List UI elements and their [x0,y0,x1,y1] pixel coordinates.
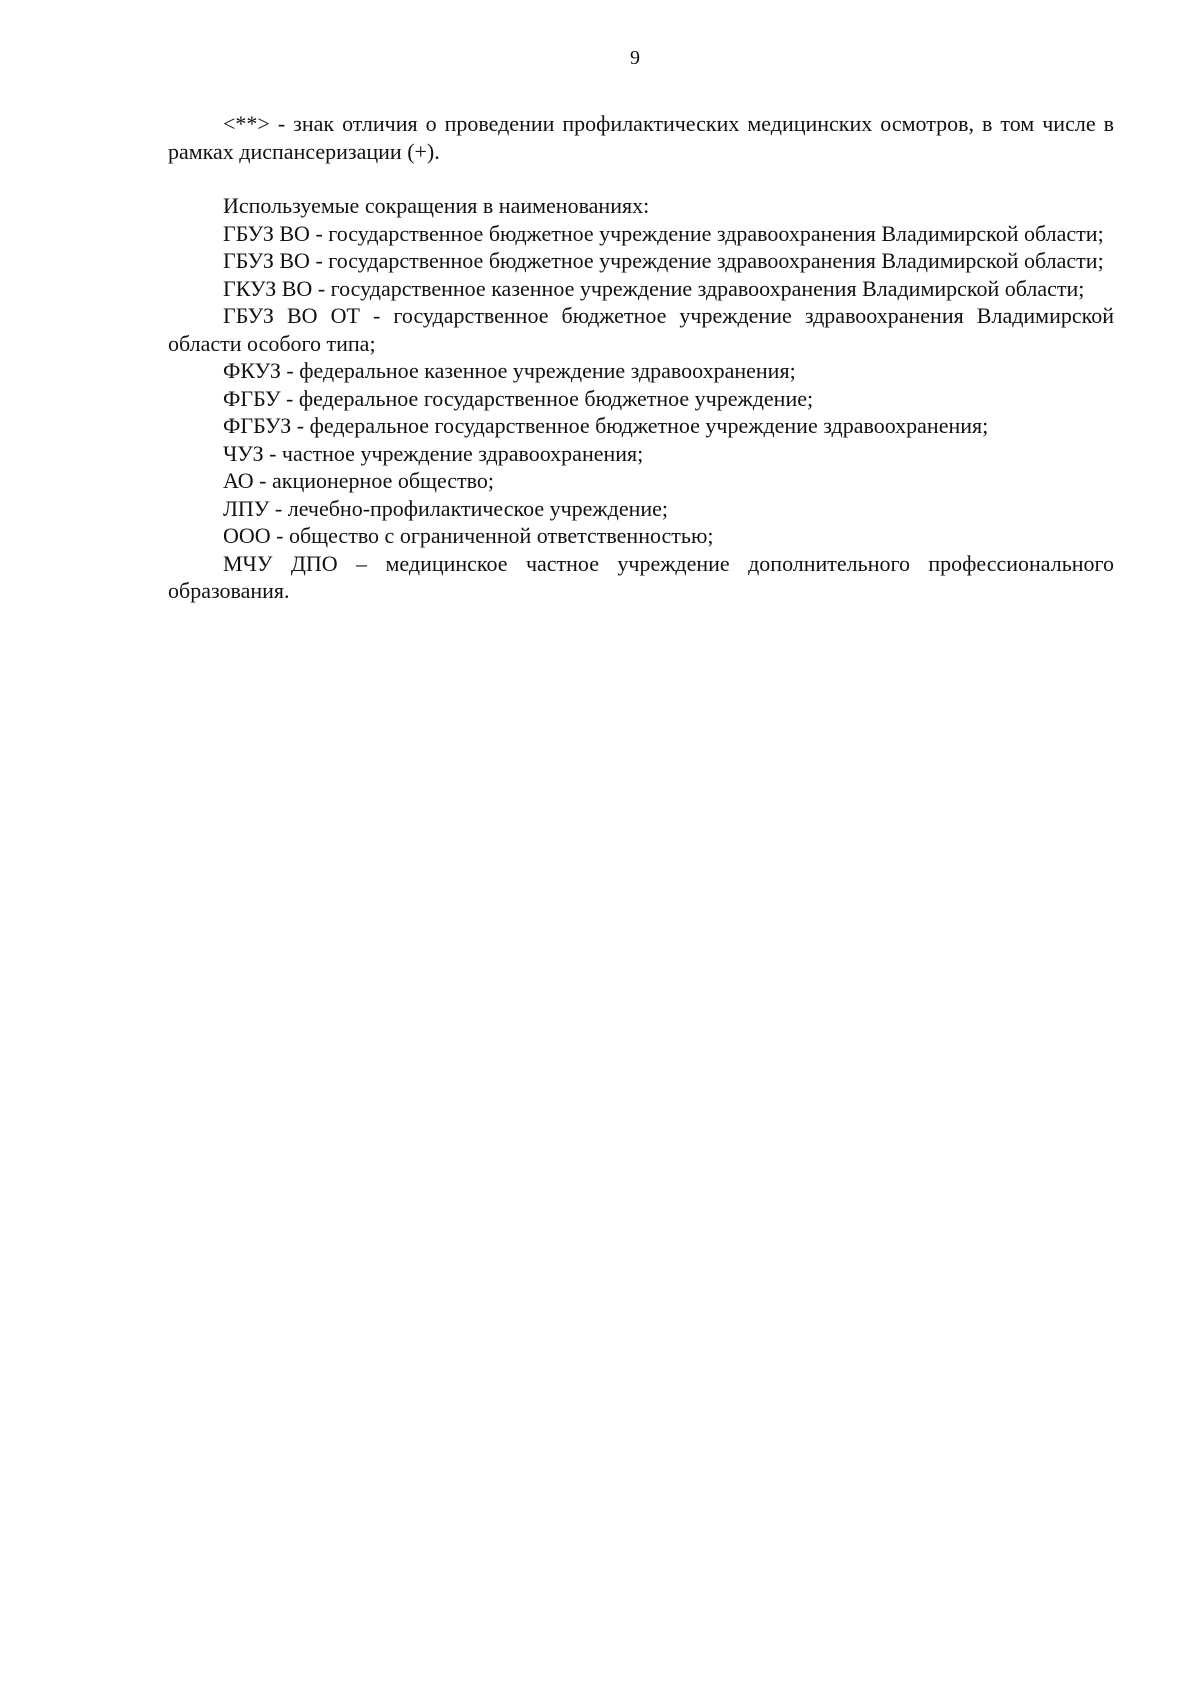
abbreviation-item: ФГБУЗ - федеральное государственное бюджетное учреждение здравоохранения; [223,413,989,438]
footnote-text: <**> - знак отличия о проведении профилактических медицинских осмотров, в том числе в рамках диспансеризации (+). [168,111,1114,164]
abbreviation-item: ГКУЗ ВО - государственное казенное учреждение здравоохранения Владимирской области; [223,275,1085,301]
abbreviation-item: МЧУ ДПО – медицинское частное учреждение дополнительного профессионального образования. [168,550,1114,603]
paragraph-spacer [168,165,1114,192]
abbreviations-heading: Используемые сокращения в наименованиях: [223,193,650,218]
abbreviation-item: ГБУЗ ВО - государственное бюджетное учреждение здравоохранения Владимирской области; [223,248,1104,273]
abbreviation-item: ЛПУ - лечебно-профилактическое учреждение; [223,495,669,521]
abbreviation-item: ООО - общество с ограниченной ответственностью; [223,523,714,548]
abbreviation-item: ГБУЗ ВО - государственное бюджетное учреждение здравоохранения Владимирской области; [223,220,1104,246]
abbreviation-item: ГБУЗ ВО ОТ - государственное бюджетное учреждение здравоохранения Владимирской области особого типа; [168,303,1114,356]
page-number: 9 [630,47,640,69]
abbreviation-item: ЧУЗ - частное учреждение здравоохранения; [223,440,644,466]
page-body [168,110,1114,605]
abbreviation-item: ФГБУ - федеральное государственное бюджетное учреждение; [223,385,814,411]
abbreviation-item: АО - акционерное общество; [223,468,495,493]
abbreviation-item: ФКУЗ - федеральное казенное учреждение здравоохранения; [223,358,796,383]
